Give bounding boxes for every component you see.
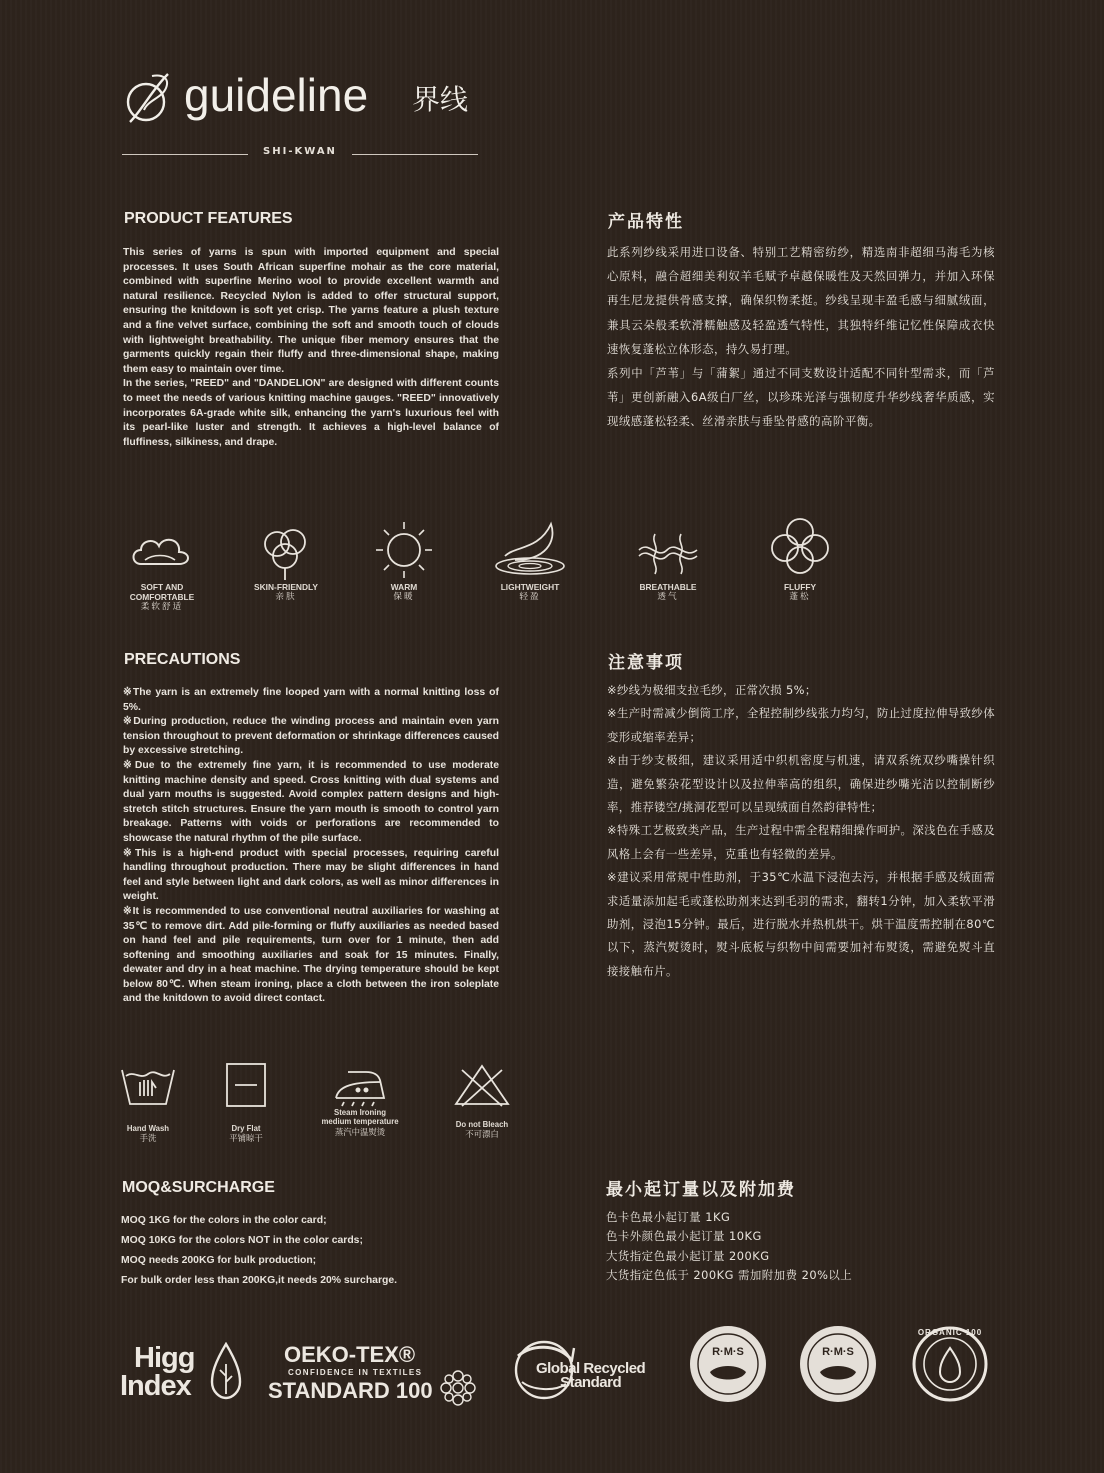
precaution-item-cn: ※特殊工艺极致类产品，生产过程中需全程精细操作呵护。深浅色在手感及风格上会有一些差异，克重也有轻微的差异。 xyxy=(607,823,995,861)
feature-warm: WARM 保暖 xyxy=(358,520,450,603)
features-heading-cn: 产品特性 xyxy=(608,212,684,232)
moq-line-cn: 色卡色最小起订量 1KG xyxy=(606,1210,731,1224)
leaf-drop-icon xyxy=(210,1342,242,1400)
cotton-ball-icon xyxy=(765,512,835,582)
moq-line-cn: 大货指定色最小起订量 200KG xyxy=(606,1248,770,1263)
features-body-cn xyxy=(607,240,995,434)
features-paragraph: In the series, "REED" and "DANDELION" are designed with different counts to meet the needs of various knitting machine gauges. "REED" innovatively incorporates 6A-grade white silk, enhancing the yarn's luxurious feel with its pearl-like luster and strength. It achieves a high-level balance of fluffiness, silkiness, and drape. xyxy=(123,378,499,448)
precaution-item-cn: ※建议采用常规中性助剂，于35℃水温下浸泡去污，并根据手感及绒面需求适量添加起毛或蓬松助剂来达到毛羽的需求，翻转1分钟，加入柔软平滑助剂，浸泡15分钟。最后，进行脱水并热机烘干。烘干温度需控制在80℃以下，蒸汽熨烫时，熨斗底板与织物中间需要加衬布熨烫，需避免熨斗直接接触布片。 xyxy=(607,870,995,978)
divider xyxy=(352,154,478,155)
feature-lightweight: LIGHTWEIGHT 轻盈 xyxy=(484,516,576,603)
sun-icon xyxy=(369,520,439,582)
brand-logo xyxy=(122,66,482,136)
hand-wash-icon xyxy=(118,1062,178,1108)
feature-soft: SOFT AND COMFORTABLE 柔软舒适 xyxy=(116,520,208,613)
brand-name: guideline xyxy=(184,69,369,121)
moq-line-cn: 大货指定色低于 200KG 需加附加费 20%以上 xyxy=(606,1268,853,1283)
features-heading-en: PRODUCT FEATURES xyxy=(124,210,293,227)
care-no-bleach: Do not Bleach 不可漂白 xyxy=(434,1062,530,1140)
precautions-heading-cn: 注意事项 xyxy=(608,653,684,673)
tagline-row xyxy=(122,146,478,162)
tagline: SHI-KWAN xyxy=(263,146,337,157)
precaution-item: ※This is a high-end product with special processes, requiring careful handling throughout production. There may be slight differences in hand feel and style between light and dark colors, as well as minor differences in weight. xyxy=(123,847,499,903)
oeko-flower-icon xyxy=(438,1368,478,1408)
moq-heading-cn: 最小起订量以及附加费 xyxy=(606,1180,796,1200)
fiber-icon xyxy=(633,520,703,582)
features-body-en xyxy=(123,246,499,450)
rms-badge-icon xyxy=(688,1324,768,1404)
moq-line: MOQ 1KG for the colors in the color card; xyxy=(121,1215,327,1226)
precautions-heading-en: PRECAUTIONS xyxy=(124,651,241,668)
care-dry-flat: Dry Flat 平铺晾干 xyxy=(198,1062,294,1144)
no-bleach-icon xyxy=(452,1062,512,1108)
features-paragraph-cn: 系列中「芦苇」与「蒲絮」通过不同支数设计适配不同针型需求，而「芦苇」更创新融入6A级白厂丝，以珍珠光泽与强韧度升华纱线奢华质感，实现绒感蓬松轻柔、丝滑亲肤与垂坠骨感的高阶平衡。 xyxy=(607,366,995,429)
feather-water-icon xyxy=(485,516,575,582)
cotton-icon xyxy=(251,520,321,582)
moq-list-cn xyxy=(606,1208,986,1286)
moq-line-cn: 色卡外颜色最小起订量 10KG xyxy=(606,1229,762,1244)
moq-heading-en: MOQ&SURCHARGE xyxy=(122,1179,275,1196)
precaution-item-cn: ※由于纱支极细，建议采用适中织机密度与机速，请双系统双纱嘴操针织造，避免繁杂花型设计以及拉伸率高的组织，确保进纱嘴光洁以控制断纱率，推荐镂空/挑洞花型可以呈现绒面自然韵律特性； xyxy=(607,753,995,815)
precaution-item: ※Due to the extremely fine yarn, it is recommended to use moderate knitting machine density and speed. Cross knitting with dual systems and dual yarn mouths is suggested. Avoid complex pattern designs and high-stretch stitch structures. Ensure the yarn mouth is smooth to control yarn breakage. Patterns with voids or perforations are recommended to showcase the natural rhythm of the pile surface. xyxy=(123,759,499,844)
moq-line: MOQ needs 200KG for bulk production; xyxy=(121,1255,317,1266)
features-paragraph-cn: 此系列纱线采用进口设备、特别工艺精密纺纱，精选南非超细马海毛为核心原料，融合超细美利奴羊毛赋予卓越保暖性及天然回弹力，并加入环保再生尼龙提供骨感支撑，确保织物柔挺。纱线呈现丰盈毛感与细腻绒面，兼具云朵般柔软滑糯触感及轻盈透气特性，其独特纤维记忆性保障成衣快速恢复蓬松立体形态，持久易打理。 xyxy=(607,245,995,356)
precaution-item-cn: ※生产时需减少倒筒工序，全程控制纱线张力均匀，防止过度拉伸导致纱体变形或缩率差异； xyxy=(607,706,995,744)
features-paragraph: This series of yarns is spun with imported equipment and special processes. It uses South African superfine mohair as the core material, combined with superfine Merino wool to provide excellent warmth and natural resilience. Recycled Nylon is added to offer structural support, ensuring the knitdown is soft yet crisp. The yarns feature a plush texture and a fine velvet surface, combining the soft and smooth touch of clouds with lightweight breathability. The unique fiber memory ensures that the garments quickly regain their fluffy and three-dimensional shape, making them easy to maintain over time. xyxy=(123,247,499,375)
oeko-tex-logo: OEKO-TEX® CONFIDENCE IN TEXTILES STANDARD 100 xyxy=(266,1342,482,1404)
dry-flat-icon xyxy=(221,1062,271,1108)
iron-icon xyxy=(330,1062,390,1108)
organic-badge: ORGANIC 100 xyxy=(910,1324,990,1404)
rms-badge-icon xyxy=(798,1324,878,1404)
moq-list-en xyxy=(121,1211,501,1291)
logo-mark-icon xyxy=(122,70,176,128)
cloud-icon xyxy=(127,520,197,582)
moq-line: For bulk order less than 200KG,it needs 20% surcharge. xyxy=(121,1275,398,1286)
feature-fluffy: FLUFFY 蓬松 xyxy=(754,512,846,603)
care-steam-iron: Steam Ironing medium temperature 蒸汽中温熨烫 xyxy=(312,1062,408,1138)
precaution-item: ※During production, reduce the winding process and maintain even yarn tension throughout to prevent deformation or shrinkage differences caused by excessive stretching. xyxy=(123,716,499,757)
feature-skin-friendly: SKIN-FRIENDLY 亲肤 xyxy=(240,520,332,603)
precautions-body-en xyxy=(123,686,499,1007)
feature-breathable: BREATHABLE 透气 xyxy=(622,520,714,603)
precaution-item-cn: ※纱线为极细支拉毛纱，正常次损 5%； xyxy=(607,683,817,697)
brand-name-cn: 界线 xyxy=(412,83,469,116)
rms-badge-2: R·M·S xyxy=(798,1324,878,1404)
care-hand-wash: Hand Wash 手洗 xyxy=(100,1062,196,1144)
precaution-item: ※It is recommended to use conventional neutral auxiliaries for washing at 35℃ to remove dirt. Add pile-forming or fluffy auxiliaries as needed based on hand feel and pile requirements, turn over for 1 minute, then add softening and smoothing auxiliaries and soak for 15 minutes. Finally, dewater and dry in a heat machine. The drying temperature should be kept below 80℃. When steam ironing, place a cloth between the iron soleplate and the knitdown to avoid direct contact. xyxy=(123,905,499,1005)
grs-logo: Global Recycled Standard xyxy=(508,1334,658,1404)
moq-line: MOQ 10KG for the colors NOT in the color cards; xyxy=(121,1235,363,1246)
precaution-item: ※The yarn is an extremely fine looped yarn with a normal knitting loss of 5%. xyxy=(123,687,499,713)
precautions-body-cn xyxy=(607,679,995,983)
rms-badge: R·M·S xyxy=(688,1324,768,1404)
higg-index-logo: Higg Index xyxy=(118,1340,246,1406)
